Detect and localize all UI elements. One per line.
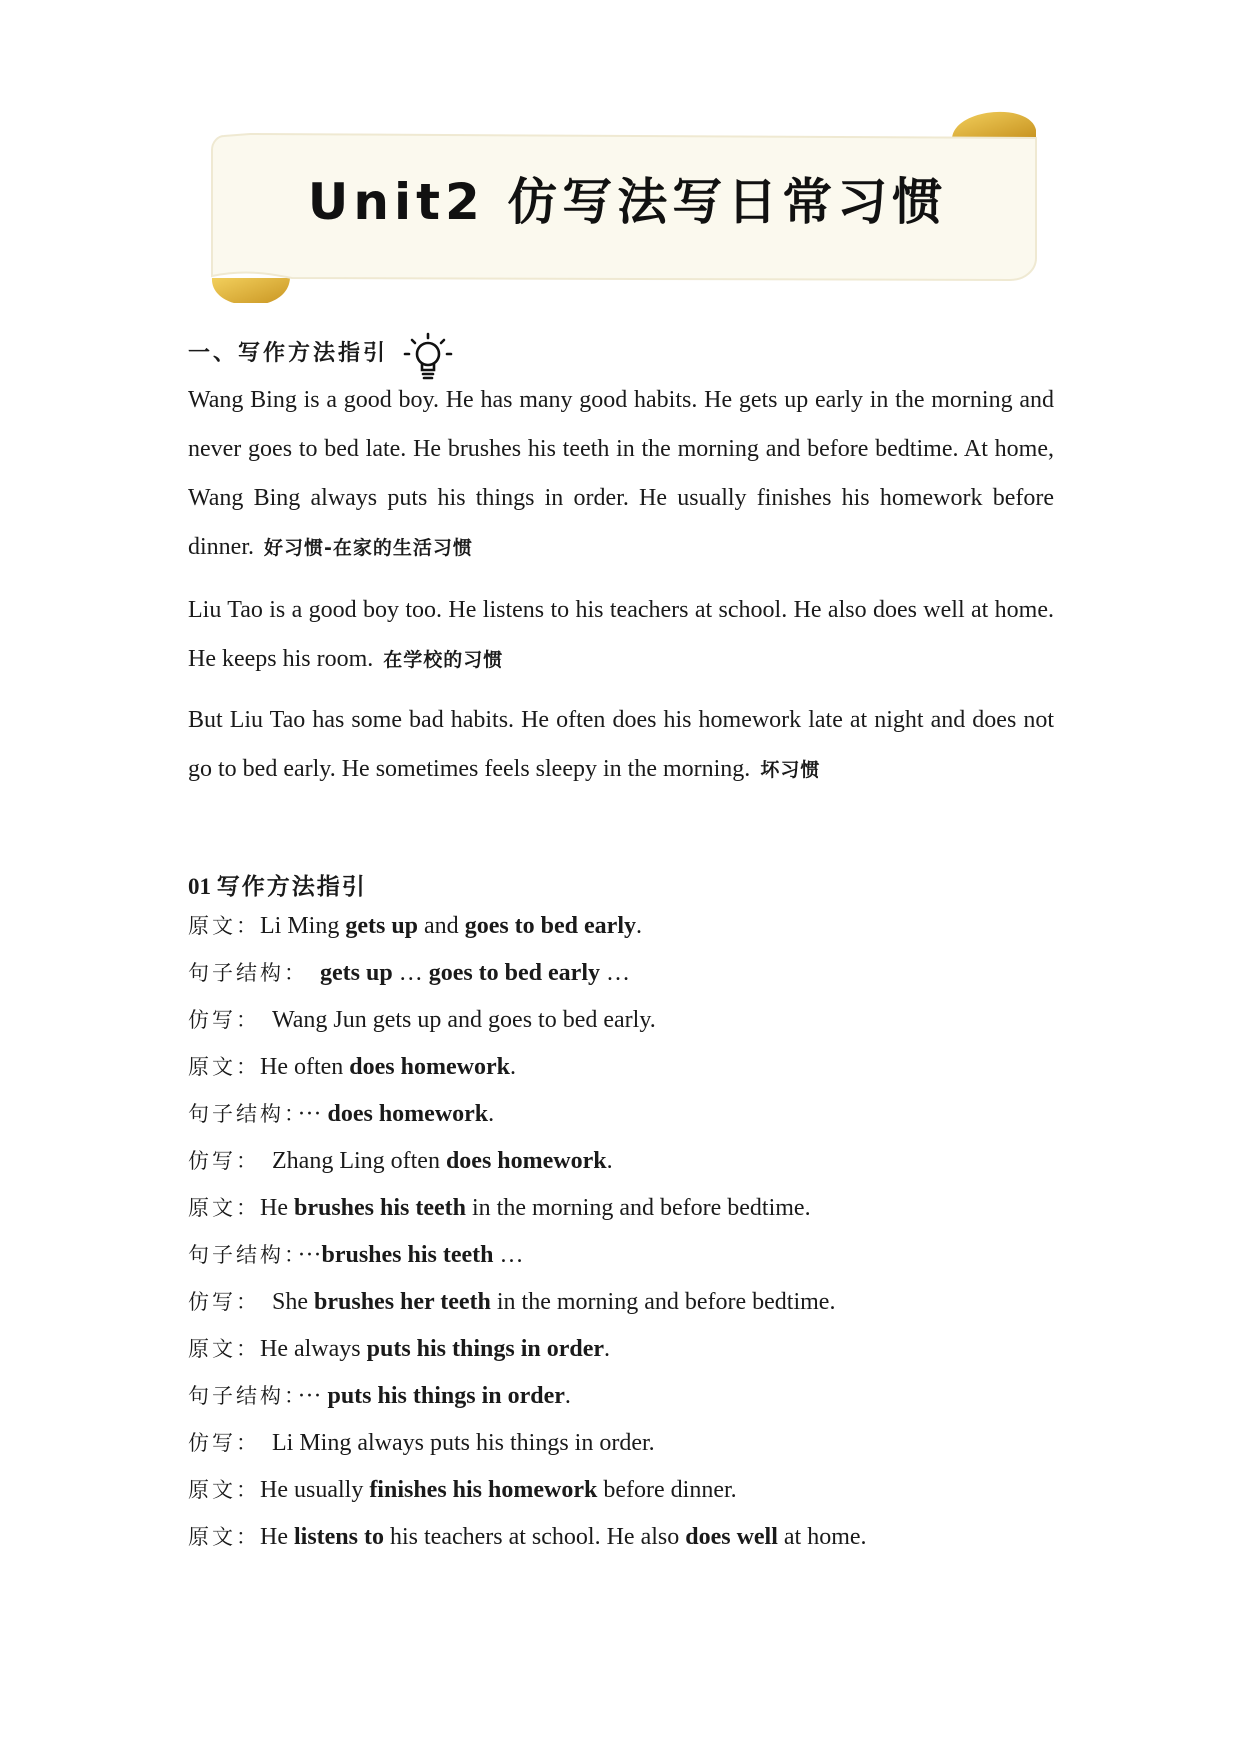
bold-phrase: goes to bed early [428, 960, 600, 986]
annotation-note: 好习惯-在家的生活习惯 [264, 537, 473, 559]
line-label: 句子结构： [188, 1243, 298, 1267]
line-text: He [260, 1195, 294, 1221]
bold-phrase: puts his things in order [327, 1383, 565, 1409]
original-line [188, 1051, 516, 1081]
imitate-line [188, 1145, 613, 1175]
line-text: . [564, 1383, 571, 1409]
line-text: . [604, 1336, 611, 1362]
line-label: 原文： [188, 1525, 260, 1549]
annotation-note: 坏习惯 [760, 759, 821, 781]
paragraph-text: Wang Bing is a good boy. He has many good habits. He gets up early in the morning and never goes to bed late. He brushes his teeth in the morning and before bedtime. At home, Wang Bing always puts his things in order. He usually finishes his homework before dinner. [188, 387, 1054, 560]
line-label: 句子结构： [188, 1384, 298, 1408]
line-label: 原文： [188, 1337, 260, 1361]
line-text: Wang Jun gets up and goes to bed early. [272, 1007, 656, 1033]
line-label: 原文： [188, 1055, 260, 1079]
line-label: 仿写： [188, 1290, 260, 1314]
bold-phrase: gets up [320, 960, 393, 986]
line-text: Li Ming always puts his things in order. [272, 1430, 655, 1456]
line-text: ··· [297, 1383, 328, 1409]
line-text: . [636, 913, 642, 939]
paragraph-text: But Liu Tao has some bad habits. He often does his homework late at night and does not go to bed early. He sometimes feels sleepy in the morning. [188, 707, 1054, 782]
line-label: 仿写： [188, 1149, 260, 1173]
line-text: in the morning and before bedtime. [490, 1289, 836, 1315]
bold-phrase: brushes his teeth [293, 1195, 467, 1221]
line-text: . [606, 1148, 613, 1174]
section-heading: 一、写作方法指引 [188, 341, 389, 366]
line-text: at home. [777, 1524, 867, 1550]
bold-phrase: does homework [445, 1148, 607, 1174]
line-label: 原文： [188, 914, 260, 938]
line-text: He always [260, 1336, 367, 1362]
line-text: . [509, 1054, 516, 1080]
line-label: 原文： [188, 1196, 260, 1220]
bold-phrase: brushes her teeth [314, 1289, 491, 1315]
original-line [188, 1521, 867, 1551]
title-banner [210, 108, 1045, 293]
line-label: 句子结构： [188, 1102, 298, 1126]
paragraph-good-habits-home [188, 376, 1054, 573]
original-line [188, 910, 642, 940]
line-text: She [272, 1289, 314, 1315]
bold-phrase: listens to [293, 1524, 384, 1550]
line-text: He [260, 1524, 294, 1550]
bold-phrase: gets up [345, 913, 419, 939]
line-text: … [493, 1242, 524, 1268]
bold-phrase: puts his things in order [366, 1336, 605, 1362]
line-label: 仿写： [188, 1008, 260, 1032]
line-label: 句子结构： [188, 961, 308, 985]
structure-line [188, 957, 630, 987]
line-text: … [392, 960, 429, 986]
line-label: 原文： [188, 1478, 260, 1502]
line-text: Li Ming [260, 913, 346, 939]
line-text: . [488, 1101, 495, 1127]
structure-line [188, 1380, 571, 1410]
line-text: … [600, 960, 630, 986]
line-text: before dinner. [597, 1477, 737, 1503]
annotation-note: 在学校的习惯 [383, 649, 504, 671]
bold-phrase: does well [685, 1524, 778, 1550]
bold-phrase: does homework [327, 1101, 489, 1127]
paragraph-bad-habits [188, 696, 1054, 795]
imitate-line [188, 1427, 655, 1457]
imitate-line [188, 1286, 835, 1316]
structure-line [188, 1239, 524, 1269]
line-text: his teachers at school. He also [383, 1524, 686, 1550]
line-text: and [418, 913, 465, 939]
sub-heading [188, 868, 367, 901]
line-label: 仿写： [188, 1431, 260, 1455]
bold-phrase: brushes his teeth [321, 1242, 494, 1268]
line-text: He often [260, 1054, 350, 1080]
structure-line [188, 1098, 494, 1128]
line-text: He usually [260, 1477, 370, 1503]
imitate-line [188, 1004, 656, 1034]
line-text: ··· [297, 1101, 328, 1127]
paragraph-school-habits [188, 586, 1054, 685]
line-text: Zhang Ling often [272, 1148, 446, 1174]
original-line [188, 1192, 811, 1222]
original-line [188, 1474, 737, 1504]
line-text: ··· [297, 1242, 322, 1268]
original-line [188, 1333, 610, 1363]
sub-heading-number: 01 [188, 874, 211, 899]
page-title: Unit2 仿写法写日常习惯 [307, 173, 948, 231]
line-text: in the morning and before bedtime. [466, 1195, 811, 1221]
bold-phrase: does homework [349, 1054, 510, 1080]
bold-phrase: goes to bed early [464, 913, 636, 939]
paragraph-text: Liu Tao is a good boy too. He listens to his teachers at school. He also does well at home. He keeps his room. [188, 597, 1054, 672]
sub-heading-text: 写作方法指引 [216, 874, 367, 900]
bold-phrase: finishes his homework [369, 1477, 598, 1503]
